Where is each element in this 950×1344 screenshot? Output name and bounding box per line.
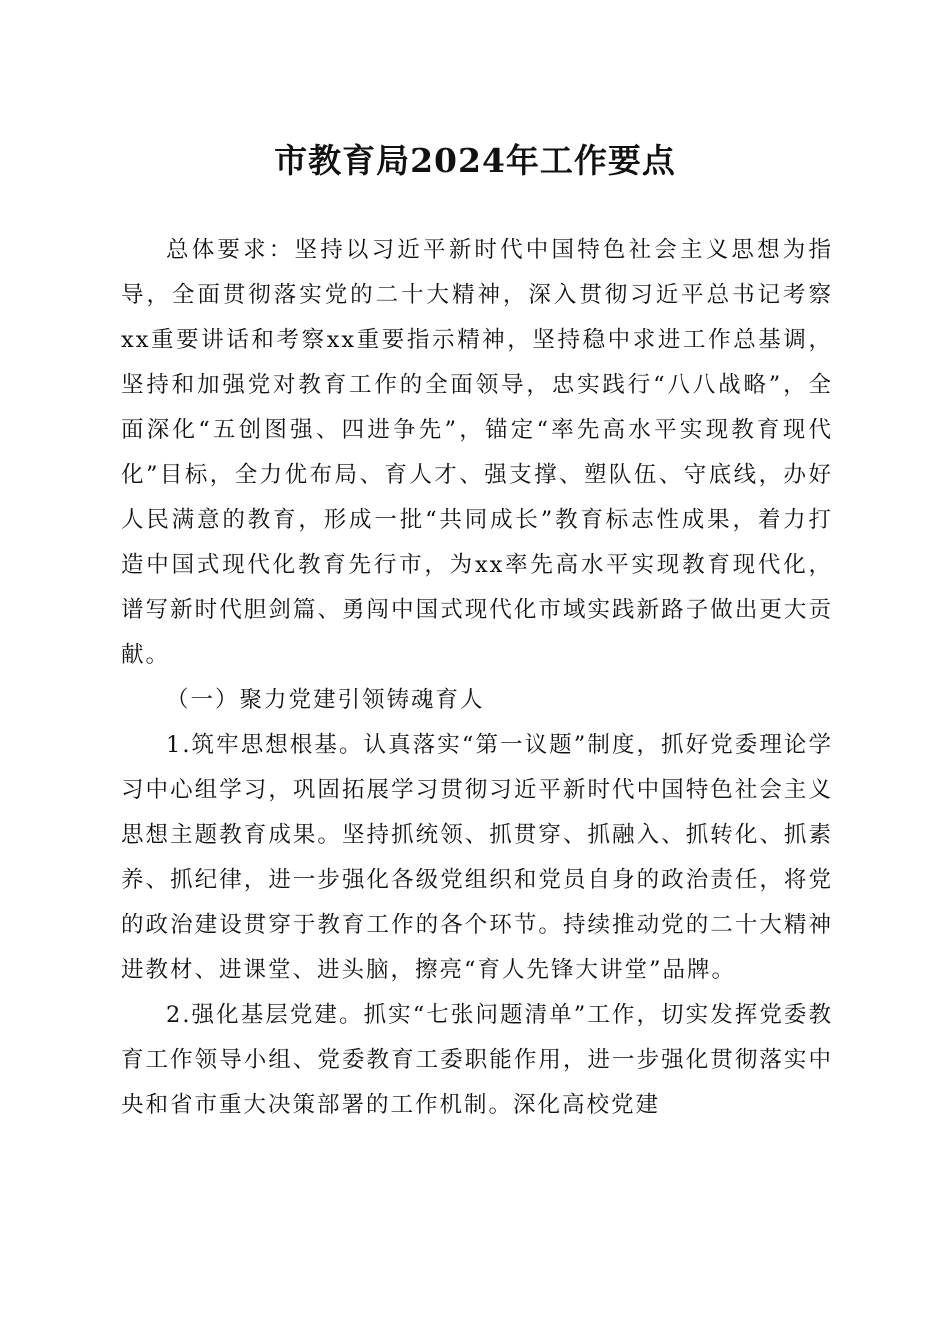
item-paragraph-2: 2.强化基层党建。抓实“七张问题清单”工作，切实发挥党委教育工作领导小组、党委教育工委职能作用，进一步强化贯彻落实中央和省市重大决策部署的工作机制。深化高校党建 [121, 1002, 833, 1118]
document-title: 市教育局2024年工作要点 [274, 141, 676, 180]
document-body [121, 228, 833, 1128]
item-paragraph-1: 1.筑牢思想根基。认真落实“第一议题”制度，抓好党委理论学习中心组学习，巩固拓展学习贯彻习近平新时代中国特色社会主义思想主题教育成果。坚持抓统领、抓贯穿、抓融入、抓转化、抓素养、抓纪律，进一步强化各级党组织和党员自身的政治责任，将党的政治建设贯穿于教育工作的各个环节。持续推动党的二十大精神进教材、进课堂、进头脑，擦亮“育人先锋大讲堂”品牌。 [121, 732, 833, 983]
overall-requirements-paragraph: 总体要求：坚持以习近平新时代中国特色社会主义思想为指导，全面贯彻落实党的二十大精神，深入贯彻习近平总书记考察xx重要讲话和考察xx重要指示精神，坚持稳中求进工作总基调，坚持和加强党对教育工作的全面领导，忠实践行“八八战略”，全面深化“五创图强、四进争先”，锚定“率先高水平实现教育现代化”目标，全力优布局、育人才、强支撑、塑队伍、守底线，办好人民满意的教育，形成一批“共同成长”教育标志性成果，着力打造中国式现代化教育先行市，为xx率先高水平实现教育现代化，谱写新时代胆剑篇、勇闯中国式现代化市域实践新路子做出更大贡献。 [121, 237, 833, 668]
section-heading-1: （一）聚力党建引领铸魂育人 [166, 687, 485, 713]
